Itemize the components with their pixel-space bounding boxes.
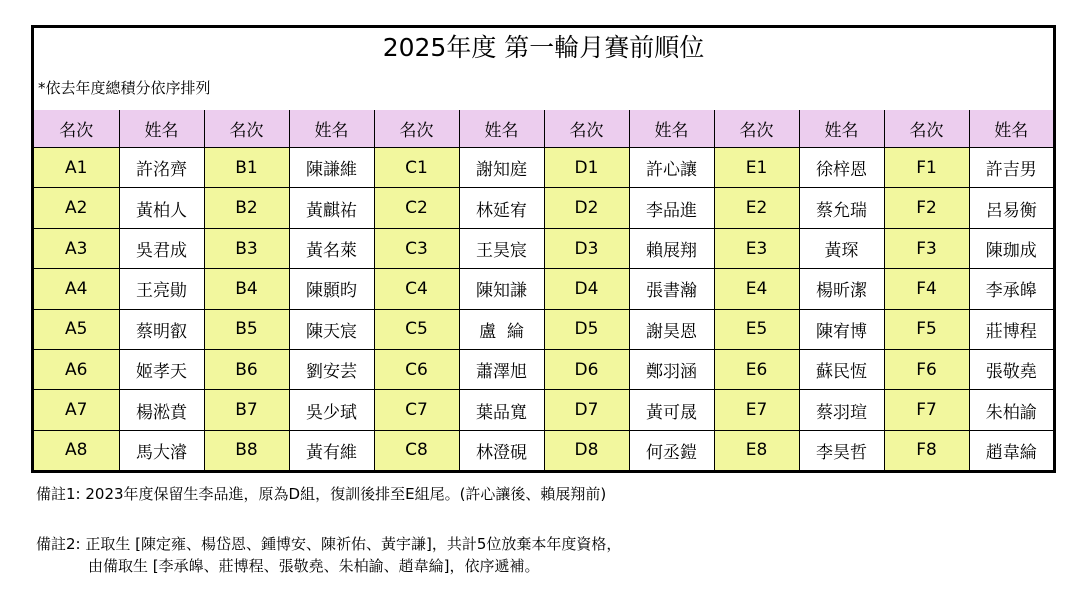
- name-cell: 姬孝天: [119, 350, 204, 390]
- rank-cell: E1: [714, 148, 799, 188]
- name-cell: 李品進: [629, 188, 714, 228]
- rank-cell: A1: [34, 148, 119, 188]
- name-cell: 黃麒祐: [289, 188, 374, 228]
- rank-cell: E5: [714, 309, 799, 349]
- name-cell: 陳天宸: [289, 309, 374, 349]
- name-cell: 黃名萊: [289, 228, 374, 268]
- rank-cell: B3: [204, 228, 289, 268]
- header-rank-a: 名次: [34, 110, 119, 148]
- table-row: [34, 269, 1053, 309]
- rank-cell: C1: [374, 148, 459, 188]
- rank-cell: A2: [34, 188, 119, 228]
- rank-cell: F5: [884, 309, 969, 349]
- rank-cell: D8: [544, 430, 629, 470]
- name-cell: 吳少珷: [289, 390, 374, 430]
- rank-cell: B4: [204, 269, 289, 309]
- header-name-d: 姓名: [629, 110, 714, 148]
- rank-cell: D3: [544, 228, 629, 268]
- name-cell: 蘇民恆: [799, 350, 884, 390]
- rank-cell: B7: [204, 390, 289, 430]
- rank-cell: D2: [544, 188, 629, 228]
- rank-cell: A7: [34, 390, 119, 430]
- name-cell: 蕭澤旭: [459, 350, 544, 390]
- name-cell: 蔡明叡: [119, 309, 204, 349]
- name-cell: 許洺齊: [119, 148, 204, 188]
- rank-cell: B2: [204, 188, 289, 228]
- name-cell: 吳君成: [119, 228, 204, 268]
- rank-cell: A8: [34, 430, 119, 470]
- rank-cell: B8: [204, 430, 289, 470]
- rank-cell: F4: [884, 269, 969, 309]
- name-cell: 謝昊恩: [629, 309, 714, 349]
- name-cell: 莊博程: [969, 309, 1053, 349]
- rank-cell: C5: [374, 309, 459, 349]
- rank-cell: E8: [714, 430, 799, 470]
- ranking-frame: [31, 25, 1056, 473]
- name-cell: 李昊哲: [799, 430, 884, 470]
- rank-cell: D6: [544, 350, 629, 390]
- rank-cell: F1: [884, 148, 969, 188]
- name-cell: 李承皞: [969, 269, 1053, 309]
- name-cell: 賴展翔: [629, 228, 714, 268]
- rank-cell: E3: [714, 228, 799, 268]
- rank-cell: C3: [374, 228, 459, 268]
- name-cell: 張敬堯: [969, 350, 1053, 390]
- table-row: [34, 390, 1053, 430]
- name-cell: 許吉男: [969, 148, 1053, 188]
- name-cell: 呂易衡: [969, 188, 1053, 228]
- rank-cell: A4: [34, 269, 119, 309]
- rank-cell: D1: [544, 148, 629, 188]
- name-cell: 楊淞賁: [119, 390, 204, 430]
- rank-cell: F2: [884, 188, 969, 228]
- table-row: [34, 148, 1053, 188]
- name-cell: 黃可晟: [629, 390, 714, 430]
- name-cell: 張書瀚: [629, 269, 714, 309]
- ranking-table: [34, 110, 1053, 470]
- name-cell: 陳宥博: [799, 309, 884, 349]
- name-cell: 陳珈成: [969, 228, 1053, 268]
- name-cell: 王亮勛: [119, 269, 204, 309]
- header-name-c: 姓名: [459, 110, 544, 148]
- name-cell: 謝知庭: [459, 148, 544, 188]
- name-cell: 趙韋綸: [969, 430, 1053, 470]
- page-title: 2025年度 第一輪月賽前順位: [382, 33, 705, 62]
- rank-cell: C2: [374, 188, 459, 228]
- table-header: [34, 110, 1053, 148]
- rank-cell: C8: [374, 430, 459, 470]
- rank-cell: D7: [544, 390, 629, 430]
- rank-cell: A5: [34, 309, 119, 349]
- name-cell: 馬大濬: [119, 430, 204, 470]
- rank-cell: C7: [374, 390, 459, 430]
- note-2-continued: 由備取生 [李承皞、莊博程、張敬堯、朱柏諭、趙韋綸]，依序遞補。: [88, 557, 540, 575]
- name-cell: 葉品寬: [459, 390, 544, 430]
- page-subtitle: *依去年度總積分依序排列: [38, 79, 211, 97]
- header-name-b: 姓名: [289, 110, 374, 148]
- name-cell: 陳謙維: [289, 148, 374, 188]
- note-1: 備註1: 2023年度保留生李品進，原為D組，復訓後排至E組尾。(許心讓後、賴展翔前): [36, 485, 607, 503]
- name-cell: 何丞鎧: [629, 430, 714, 470]
- header-row: [34, 110, 1053, 148]
- name-cell: 林延宥: [459, 188, 544, 228]
- name-cell: 徐梓恩: [799, 148, 884, 188]
- name-cell: 蔡允瑞: [799, 188, 884, 228]
- header-name-e: 姓名: [799, 110, 884, 148]
- name-cell: 陳顥昀: [289, 269, 374, 309]
- rank-cell: D5: [544, 309, 629, 349]
- name-cell: 鄭羽涵: [629, 350, 714, 390]
- name-cell: 蔡羽瑄: [799, 390, 884, 430]
- rank-cell: E6: [714, 350, 799, 390]
- rank-cell: E7: [714, 390, 799, 430]
- table-row: [34, 350, 1053, 390]
- table-row: [34, 188, 1053, 228]
- header-name-a: 姓名: [119, 110, 204, 148]
- rank-cell: E2: [714, 188, 799, 228]
- rank-cell: A3: [34, 228, 119, 268]
- rank-cell: B1: [204, 148, 289, 188]
- header-rank-f: 名次: [884, 110, 969, 148]
- header-rank-b: 名次: [204, 110, 289, 148]
- name-cell: 王昊宸: [459, 228, 544, 268]
- header-rank-d: 名次: [544, 110, 629, 148]
- rank-cell: C4: [374, 269, 459, 309]
- name-cell: 黃柏人: [119, 188, 204, 228]
- header-rank-e: 名次: [714, 110, 799, 148]
- header-name-f: 姓名: [969, 110, 1053, 148]
- table-row: [34, 228, 1053, 268]
- rank-cell: B6: [204, 350, 289, 390]
- rank-cell: F6: [884, 350, 969, 390]
- rank-cell: A6: [34, 350, 119, 390]
- name-cell: 楊昕潔: [799, 269, 884, 309]
- header-rank-c: 名次: [374, 110, 459, 148]
- name-cell: 林澄硯: [459, 430, 544, 470]
- name-cell: 黃琛: [799, 228, 884, 268]
- table-row: [34, 430, 1053, 470]
- note-2: 備註2: 正取生 [陳定雍、楊岱恩、鍾博安、陳祈佑、黃宇謙]，共計5位放棄本年度資格，: [36, 535, 622, 553]
- rank-cell: C6: [374, 350, 459, 390]
- name-cell: 陳知謙: [459, 269, 544, 309]
- rank-cell: E4: [714, 269, 799, 309]
- rank-cell: D4: [544, 269, 629, 309]
- rank-cell: F7: [884, 390, 969, 430]
- name-cell: 黃有維: [289, 430, 374, 470]
- table-body: [34, 148, 1053, 471]
- name-cell: 盧 綸: [459, 309, 544, 349]
- name-cell: 朱柏諭: [969, 390, 1053, 430]
- rank-cell: F8: [884, 430, 969, 470]
- rank-cell: B5: [204, 309, 289, 349]
- name-cell: 許心讓: [629, 148, 714, 188]
- table-row: [34, 309, 1053, 349]
- rank-cell: F3: [884, 228, 969, 268]
- name-cell: 劉安芸: [289, 350, 374, 390]
